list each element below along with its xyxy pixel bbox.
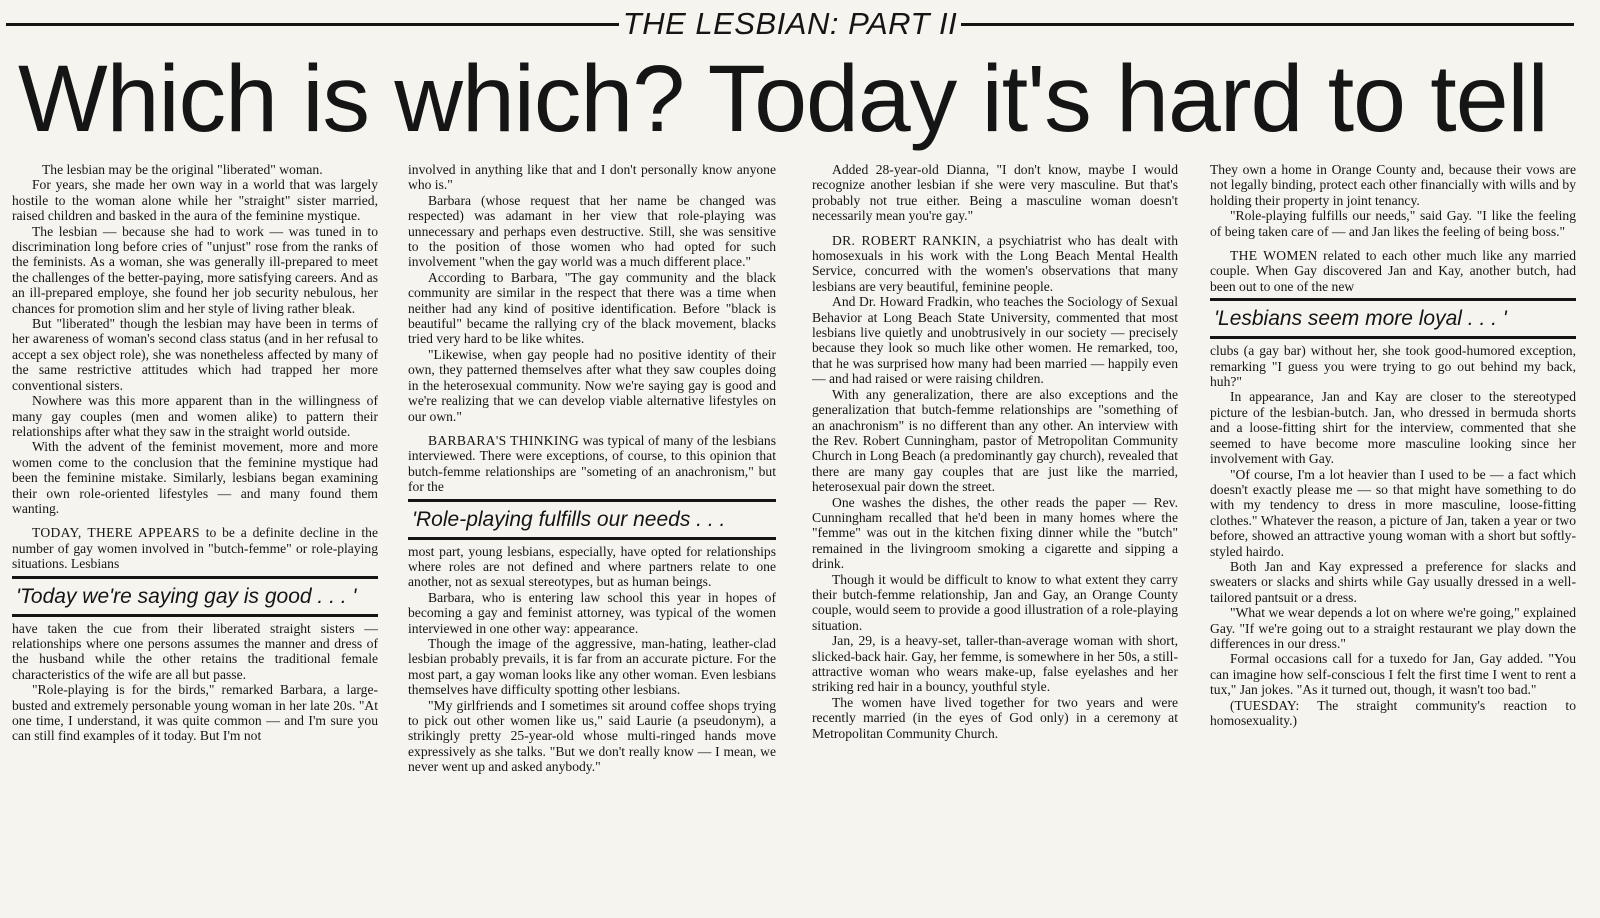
paragraph-lead-in: TODAY, THERE APPEARS xyxy=(32,525,200,541)
paragraph: most part, young lesbians, especially, have opted for relationships where roles are not defined and where partners relate to one another, not as sexual stereotypes, but as human beings. xyxy=(408,543,776,590)
paragraph: Nowhere was this more apparent than in the willingness of many gay couples (men and women alike) to pattern their relationships after what they saw in the straight world outside. xyxy=(12,393,378,439)
paragraph: For years, she made her own way in a world that was largely hostile to the woman alone while her "straight" sister married, raised children and basked in the aura of the feminine mystique. xyxy=(12,177,378,224)
paragraph: Added 28-year-old Dianna, "I don't know, maybe I would recognize another lesbian if she were very masculine. But that's probably not true either. Being a masculine woman doesn't necessarily mean you're gay." xyxy=(812,162,1178,224)
paragraph-text: to be a definite decline in the number of gay women involved in "butch-femme" or role-playing situations. Lesbians xyxy=(12,525,378,572)
paragraph-lead-in: THE WOMEN xyxy=(1230,248,1318,264)
paragraph-text: related to each other much like any married couple. When Gay discovered Jan and Kay, another butch, had been out to one of the new xyxy=(1210,248,1576,294)
paragraph: Though it would be difficult to know to what extent they carry their butch-femme relationship, Jan and Gay, an Orange County couple, would seem to provide a good illustration of a role-playing situation. xyxy=(812,571,1178,633)
paragraph: In appearance, Jan and Kay are closer to the stereotyped picture of the lesbian-butch. Jan, who dressed in bermuda shorts and a loose-fitting shirt for the interview, commented that she seemed to have become more masculine looking since her involvement with Gay. xyxy=(1210,389,1576,467)
column-4 xyxy=(1210,162,1576,914)
paragraph: "What we wear depends a lot on where we're going," explained Gay. "If we're going out to a straight restaurant we play down the differences in our dress." xyxy=(1210,605,1576,651)
paragraph: But "liberated" though the lesbian may have been in terms of her awareness of woman's second class status (and in her refusal to accept a sex object role), she was nonetheless affected by many of the same restrictive attitudes which had trapped her more conventional sisters. xyxy=(12,316,378,393)
paragraph: And Dr. Howard Fradkin, who teaches the Sociology of Sexual Behavior at Long Beach State University, commented that most lesbians live quietly and unobtrusively in our society — precisely because they look so much like other women. He remarked, too, that he was surprised how many had been married — happily even — and had raised or were raising children. xyxy=(812,294,1178,387)
paragraph-lead-in: BARBARA'S THINKING xyxy=(428,432,579,448)
column-3 xyxy=(812,162,1178,914)
paragraph: Though the image of the aggressive, man-hating, leather-clad lesbian probably prevails, it is far from an accurate picture. For the most part, a gay woman looks like any other woman. Even lesbians themselves have difficulty spotting other lesbians. xyxy=(408,635,776,698)
paragraph: With the advent of the feminist movement, more and more women come to the conclusion that the feminine mystique had been the feminine mistake. Similarly, lesbians began examining their own role-oriented lifestyles — and many found them wanting. xyxy=(12,439,378,516)
article-body xyxy=(0,162,1600,918)
kicker-rule-left xyxy=(6,23,619,26)
paragraph: According to Barbara, "The gay community and the black community are similar in the respect that there was a time when neither had any kind of positive identification. Before "black is beautiful" became the rallying cry of the black movement, blacks tried very hard to be like whites. xyxy=(408,269,776,347)
paragraph: "Of course, I'm a lot heavier than I used to be — a fact which doesn't exactly please me — so that might have something to do with my tendency to dress in more masculine, loose-fitting clothes." Whatever the reason, a picture of Jan, taken a year or two before, showed an attractive young woman with a short but softly-styled hairdo. xyxy=(1210,466,1576,559)
paragraph: "Likewise, when gay people had no positive identity of their own, they patterned themselves after what they saw couples doing in the heterosexual community. Now we're saying gay is good and we're realizing that we can develop viable alternative lifestyles on our own." xyxy=(408,346,776,424)
paragraph: They own a home in Orange County and, because their vows are not legally binding, protect each other financially with wills and by holding their property in joint tenancy. xyxy=(1210,162,1576,208)
paragraph: One washes the dishes, the other reads the paper — Rev. Cunningham recalled that he'd been in many homes where the "femme" was out in the kitchen fixing dinner while the "butch" remained in the livingroom smoking a cigarette and sipping a drink. xyxy=(812,494,1178,572)
paragraph xyxy=(12,525,378,571)
paragraph: Barbara, who is entering law school this year in hopes of becoming a gay and feminist attorney, was typical of the women interviewed in one other way: appearance. xyxy=(408,589,776,636)
paragraph-lead-in: DR. ROBERT RANKIN, xyxy=(832,232,981,248)
paragraph: clubs (a gay bar) without her, she took good-humored exception, remarking "I guess you were trying to go out behind my back, huh?" xyxy=(1210,343,1576,390)
headline: Which is which? Today it's hard to tell xyxy=(18,46,1548,152)
kicker-rule-right xyxy=(961,23,1574,26)
paragraph: The women have lived together for two years and were recently married (in the eyes of God only) in a ceremony at Metropolitan Community Church. xyxy=(812,694,1178,741)
column-1 xyxy=(12,162,378,914)
paragraph xyxy=(408,433,776,495)
paragraph xyxy=(812,233,1178,295)
paragraph-text: was typical of many of the lesbians interviewed. There were exceptions, of course, to this opinion that butch-femme relationships are "someting of an anachronism," but for the xyxy=(408,432,776,495)
paragraph: The lesbian — because she had to work — was tuned in to discrimination long before cries of "unjust" rose from the ranks of the feminists. As a woman, she was generally ill-prepared to meet the challenges of the better-paying, more satisfying careers. And as an ill-prepared employe, she found her job security nebulous, her chances for promotion slim and her style of living rather bleak. xyxy=(12,223,378,316)
pull-quote: 'Lesbians seem more loyal . . . ' xyxy=(1210,298,1576,339)
paragraph: "Role-playing fulfills our needs," said Gay. "I like the feeling of being taken care of — and Jan likes the feeling of being boss." xyxy=(1210,208,1576,239)
section-kicker: THE LESBIAN: PART II xyxy=(622,6,958,41)
paragraph-text: a psychiatrist who has dealt with homosexuals in his work with the Long Beach Mental Health Service, concurred with the women's observations that many lesbians are very beautiful, feminine people. xyxy=(812,232,1178,294)
paragraph: The lesbian may be the original "liberated" woman. xyxy=(42,162,323,177)
paragraph: "Role-playing is for the birds," remarked Barbara, a large-busted and extremely personable young woman in her late 20s. "At one time, I understand, it was quite common — and I'm sure you can still find examples of it today. But I'm not xyxy=(12,682,378,744)
column-2 xyxy=(408,162,776,914)
paragraph: Barbara (whose request that her name be changed was respected) was adamant in her view that role-playing was unnecessary and perhaps even destructive. Still, she was sensitive to the position of those women who had opted for such involvement "when the gay world was a much different place." xyxy=(408,192,776,270)
next-installment-note: (TUESDAY: The straight community's reaction to homosexuality.) xyxy=(1210,697,1576,728)
pull-quote: 'Today we're saying gay is good . . . ' xyxy=(12,576,378,617)
paragraph: Jan, 29, is a heavy-set, taller-than-average woman with short, slicked-back hair. Gay, her femme, is somewhere in her 50s, a still-attractive woman who wears make-up, false eyelashes and her striking red hair in a bouncy, youthful style. xyxy=(812,633,1178,695)
paragraph: With any generalization, there are also exceptions and the generalization that butch-femme relationships are "something of an anachronism" is no different than any other. An interview with the Rev. Robert Cunningham, pastor of Metropolitan Community Church in Long Beach (a predominantly gay church), revealed that there are many gay couples that are just like the married, heterosexual pair down the street. xyxy=(812,386,1178,495)
pull-quote: 'Role-playing fulfills our needs . . . xyxy=(408,499,776,540)
paragraph: "My girlfriends and I sometimes sit around coffee shops trying to pick out other women like us," said Laurie (a pseudonym), a strikingly pretty 25-year-old whose multi-ringed hands move expressively as she talks. "But we don't really know — I mean, we never went up and asked anybody." xyxy=(408,697,776,775)
paragraph xyxy=(1210,248,1576,294)
paragraph: involved in anything like that and I don't personally know anyone who is." xyxy=(408,162,776,193)
paragraph: Formal occasions call for a tuxedo for Jan, Gay added. "You can imagine how self-conscious I felt the first time I went to rent a tux," Jan jokes. "As it turned out, though, it wasn't too bad." xyxy=(1210,651,1576,698)
paragraph: have taken the cue from their liberated straight sisters — relationships where one persons assumes the manner and dress of the husband while the other retains the traditional female characteristics of the wife are all but passe. xyxy=(12,620,378,682)
kicker-row xyxy=(6,0,1574,44)
paragraph: Both Jan and Kay expressed a preference for slacks and sweaters or slacks and shirts while Gay usually dressed in a well-tailored pantsuit or a dress. xyxy=(1210,558,1576,605)
